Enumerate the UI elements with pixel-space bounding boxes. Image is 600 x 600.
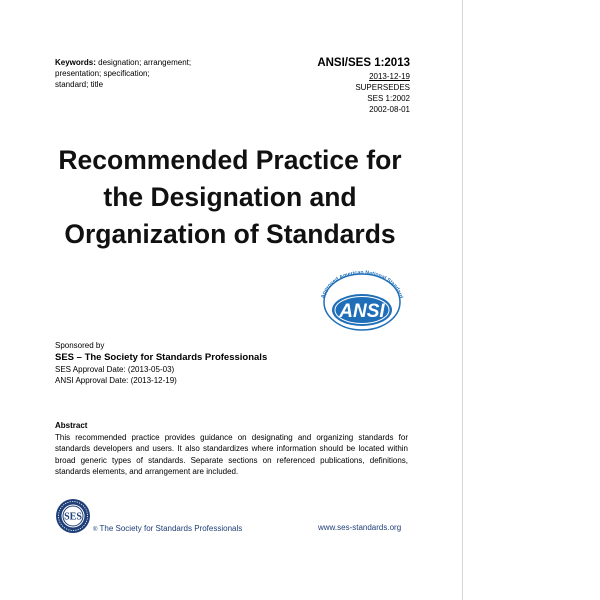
- ses-seal-logo: [55, 498, 91, 534]
- title-line-3: Organization of Standards: [64, 219, 396, 249]
- ansi-logo-mark: ANSI: [339, 301, 385, 322]
- website-link[interactable]: www.ses-standards.org: [318, 523, 402, 532]
- ansi-approval-date: ANSI Approval Date: (2013-12-19): [55, 376, 177, 385]
- title-line-1: Recommended Practice for: [58, 145, 402, 175]
- keywords-block: [55, 57, 245, 90]
- viewer-gutter: [463, 0, 600, 600]
- keywords-line-3: standard; title: [55, 80, 104, 89]
- abstract-block: [55, 420, 408, 478]
- standard-date: 2013-12-19: [369, 72, 410, 81]
- registered-mark: ®: [93, 527, 98, 533]
- ansi-logo-arc-text: Approved American National Standard: [320, 269, 404, 300]
- abstract-heading: Abstract: [55, 421, 88, 430]
- ses-org-name: [93, 524, 242, 533]
- supersedes-label: SUPERSEDES: [355, 83, 410, 92]
- keywords-line-2: presentation; specification;: [55, 69, 150, 78]
- sponsor-block: [55, 340, 267, 386]
- sponsor-label: Sponsored by: [55, 341, 105, 350]
- ansi-logo: [314, 264, 410, 332]
- abstract-text: This recommended practice provides guidance on designating and organizing standards for standards developers and users. It also standardizes where information should be located within broad generic types of standards. Separate sections on referenced publications, definitions, standards elements, and arrangement are included.: [55, 432, 408, 476]
- standard-info: [317, 56, 410, 115]
- supersedes-date: 2002-08-01: [369, 105, 410, 114]
- ses-org-name-text: The Society for Standards Professionals: [99, 524, 243, 533]
- standard-id: ANSI/SES 1:2013: [317, 57, 410, 69]
- document-title: [30, 142, 430, 253]
- keywords-line-1: designation; arrangement;: [98, 58, 192, 67]
- sponsor-org: SES – The Society for Standards Professionals: [55, 352, 268, 363]
- ses-seal-text: SES: [64, 511, 82, 523]
- title-line-2: the Designation and: [103, 182, 357, 212]
- supersedes-id: SES 1:2002: [367, 94, 410, 103]
- ses-approval-date: SES Approval Date: (2013-05-03): [55, 365, 175, 374]
- keywords-label: Keywords:: [55, 58, 96, 67]
